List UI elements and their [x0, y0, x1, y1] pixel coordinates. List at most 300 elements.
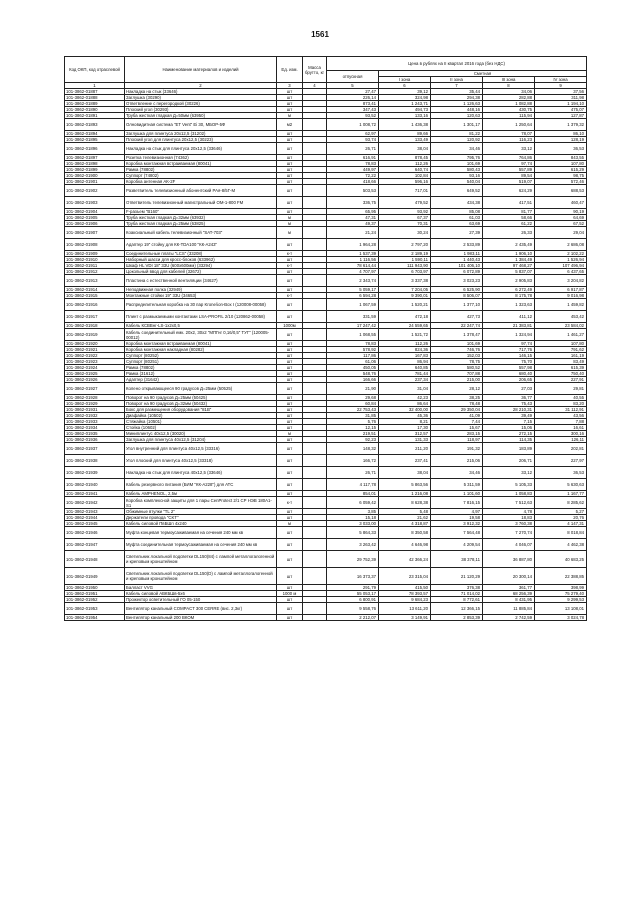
row-unit: шт	[277, 585, 303, 591]
row-price-zone-2: 34,46	[431, 143, 483, 155]
row-price-zone-1: 30,24	[379, 227, 431, 239]
row-name: Колено открывающееся 90 градусов Д=25мм (50525)	[125, 383, 277, 395]
row-price-zone-1: 717,01	[379, 185, 431, 197]
column-number: 5	[327, 83, 379, 89]
row-name: Накладка на стык (33646)	[125, 89, 277, 95]
row-unit: шт	[277, 257, 303, 263]
row-price-release: 78,83	[327, 341, 379, 347]
row-price-zone-2: 7 564,48	[431, 527, 483, 539]
row-price-zone-2: 1 983,11	[431, 251, 483, 257]
table-row	[65, 329, 587, 341]
row-price-zone-4: 36,53	[535, 467, 587, 479]
row-price-release: 21,90	[327, 383, 379, 395]
row-price-zone-2: 152,03	[431, 353, 483, 359]
row-mass	[303, 119, 327, 131]
row-price-zone-1: 112,26	[379, 161, 431, 167]
row-price-zone-2: 4,97	[431, 509, 483, 515]
row-price-release: 26,71	[327, 143, 379, 155]
header-zone-4: IV зона	[535, 77, 587, 83]
row-price-zone-2: 28,12	[431, 383, 483, 395]
column-number: 8	[483, 83, 535, 89]
row-unit: шт	[277, 173, 303, 179]
row-price-zone-1: 824,36	[379, 347, 431, 353]
row-code: 101-3862-01899	[65, 167, 125, 173]
row-code: 101-3862-01903	[65, 197, 125, 209]
row-price-zone-1: 9 684,23	[379, 597, 431, 603]
row-name: Кабель КСВВнг-LS-1х2х0,5	[125, 323, 277, 329]
row-price-zone-2: 3 912,32	[431, 521, 483, 527]
row-price-zone-4: 1 167,77	[535, 491, 587, 497]
row-code: 101-3862-01918	[65, 323, 125, 329]
row-unit: шт	[277, 107, 303, 113]
row-price-zone-3: 1 324,94	[483, 329, 535, 341]
row-code: 101-3862-01949	[65, 568, 125, 585]
row-unit: шт	[277, 401, 303, 407]
row-code: 101-3862-01952	[65, 597, 125, 603]
row-unit: шт	[277, 597, 303, 603]
row-price-release: 449,97	[327, 167, 379, 173]
row-code: 101-3862-01942	[65, 497, 125, 509]
row-price-release: 166,72	[327, 455, 379, 467]
row-price-zone-2: 118,97	[431, 437, 483, 443]
row-unit: к-т	[277, 251, 303, 257]
row-price-zone-4: 22 388,85	[535, 568, 587, 585]
row-price-zone-4: 127,87	[535, 113, 587, 119]
row-price-zone-2: 294,38	[431, 95, 483, 101]
row-price-release: 5,76	[327, 419, 379, 425]
row-price-release: 16 373,37	[327, 568, 379, 585]
row-unit: к-т	[277, 293, 303, 299]
row-price-zone-2: 2 533,89	[431, 239, 483, 251]
row-name: Коробка антенная АК-2F	[125, 179, 277, 185]
row-price-zone-3: 519,07	[483, 179, 535, 185]
row-price-zone-4: 9 299,53	[535, 597, 587, 603]
row-code: 101-3862-01913	[65, 275, 125, 287]
row-name: Пластина с естественной вентиляции (34627)	[125, 275, 277, 287]
row-price-zone-3: 272,15	[483, 431, 535, 437]
row-price-zone-3: 75,43	[483, 401, 535, 407]
row-price-zone-3: 1 384,49	[483, 257, 535, 263]
row-code: 101-3862-01939	[65, 467, 125, 479]
row-price-zone-3: 557,98	[483, 365, 535, 371]
page-number: 1561	[311, 30, 329, 39]
row-price-zone-4: 13 108,01	[535, 603, 587, 615]
row-unit: шт	[277, 275, 303, 287]
header-zone-3: III зона	[483, 77, 535, 83]
row-price-zone-3: 624,29	[483, 185, 535, 197]
row-unit: шт	[277, 299, 303, 311]
row-price-zone-3: 78,07	[483, 131, 535, 137]
row-code: 101-3862-01904	[65, 209, 125, 215]
row-name: Заглушка для плинтуса 40х12,5 (31204)	[125, 437, 277, 443]
row-price-zone-1: 133,49	[379, 137, 431, 143]
row-mass	[303, 227, 327, 239]
row-price-zone-1: 479,52	[379, 197, 431, 209]
row-name: Светильник локальной подсветки DL150(D) с лампой металлогалогенной и креповым кронштейном	[125, 568, 277, 585]
row-price-zone-4: 83,49	[535, 359, 587, 365]
row-price-zone-4: 23 584,02	[535, 323, 587, 329]
row-price-zone-3: 417,51	[483, 197, 535, 209]
row-price-zone-1: 38,04	[379, 467, 431, 479]
row-mass	[303, 527, 327, 539]
row-unit: 1000м	[277, 323, 303, 329]
row-price-zone-1: 86,94	[379, 359, 431, 365]
row-name: Адаптер 19" стойку для КК-ТDA100 "КК-А243"	[125, 239, 277, 251]
row-price-zone-2: 15,67	[431, 425, 483, 431]
row-code: 101-3862-01914	[65, 287, 125, 293]
row-price-zone-1: 7 204,05	[379, 287, 431, 293]
row-price-zone-1: 133,16	[379, 113, 431, 119]
row-name: Светильник локальной подсветки DL150(84) с лампой металлогалогенной и креповым кронштейном	[125, 551, 277, 568]
header-mass: Масса брутто, кг	[303, 57, 327, 83]
column-number: 7	[431, 83, 483, 89]
row-price-zone-3: 33,12	[483, 467, 535, 479]
row-price-release: 60,84	[327, 401, 379, 407]
row-price-zone-3: 36 887,80	[483, 551, 535, 568]
row-name: Муфта соединительная термоусаживаемая на сечения 240 мм кв	[125, 539, 277, 551]
table-row	[65, 383, 587, 395]
row-price-zone-4: 398,99	[535, 585, 587, 591]
row-price-zone-3: 7 270,74	[483, 527, 535, 539]
row-price-zone-1: 32 400,00	[379, 407, 431, 413]
row-unit: шт	[277, 197, 303, 209]
row-name: Цокольный ввод для кабелей (32672)	[125, 269, 277, 275]
row-price-zone-1: 415,50	[379, 585, 431, 591]
row-price-zone-4: 4 462,38	[535, 539, 587, 551]
row-price-zone-1: 640,85	[379, 365, 431, 371]
row-price-zone-3: 58,66	[483, 215, 535, 221]
row-price-zone-4: 6 917,87	[535, 287, 587, 293]
row-name: Угол плоский для плинтуса 40х12,5 (33318)	[125, 455, 277, 467]
header-release: отпускная	[327, 71, 379, 83]
row-price-release: 3,85	[327, 509, 379, 515]
row-price-zone-3: 3 760,38	[483, 521, 535, 527]
row-name: Бокс для размещения оборудования "81В"	[125, 407, 277, 413]
row-unit: шт	[277, 239, 303, 251]
row-price-zone-3: 6 272,49	[483, 287, 535, 293]
row-code: 101-3862-01917	[65, 311, 125, 323]
row-unit: шт	[277, 143, 303, 155]
row-price-zone-4: 64,69	[535, 215, 587, 221]
row-mass	[303, 299, 327, 311]
row-unit: шт	[277, 491, 303, 497]
row-unit: шт	[277, 161, 303, 167]
row-unit: шт	[277, 269, 303, 275]
row-price-zone-4: 40,55	[535, 395, 587, 401]
row-name: Адаптер (31642)	[125, 377, 277, 383]
row-name: Рамка (78802)	[125, 167, 277, 173]
table-row	[65, 603, 587, 615]
row-unit: шт	[277, 365, 303, 371]
row-name: Коробка монтажная встраиваемая (80041)	[125, 341, 277, 347]
row-unit: шт	[277, 311, 303, 323]
row-price-zone-4: 2 102,22	[535, 251, 587, 257]
row-price-zone-1: 596,16	[379, 179, 431, 185]
row-unit: шт	[277, 347, 303, 353]
table-row	[65, 527, 587, 539]
row-price-zone-1: 21,62	[379, 515, 431, 521]
row-code: 101-3862-01898	[65, 161, 125, 167]
row-price-release: 503,53	[327, 185, 379, 197]
row-unit: 1000 м	[277, 591, 303, 597]
row-price-zone-4: 29,04	[535, 227, 587, 239]
row-price-zone-2: 93,16	[431, 173, 483, 179]
row-price-zone-4: 83,20	[535, 401, 587, 407]
row-name: Ответвитель телевизионный магистральный ОМ-1-800 FM	[125, 197, 277, 209]
row-price-zone-3: 1 058,83	[483, 491, 535, 497]
row-code: 101-3862-01945	[65, 521, 125, 527]
row-price-zone-3: 680,40	[483, 371, 535, 377]
row-price-release: 78 614,44	[327, 263, 379, 269]
row-price-zone-4: 3 204,82	[535, 275, 587, 287]
row-name: Накладка на стык для плинтуса 40х12,5 (33646)	[125, 467, 277, 479]
row-price-zone-1: 31,04	[379, 383, 431, 395]
row-price-zone-3: 8 175,78	[483, 293, 535, 299]
row-price-zone-2: 61,03	[431, 215, 483, 221]
row-name: Накладка на стык для плинтуса 20х12,5 (33646)	[125, 143, 277, 155]
row-unit: м	[277, 431, 303, 437]
row-price-zone-3: 36,77	[483, 395, 535, 401]
row-price-zone-2: 707,88	[431, 371, 483, 377]
row-price-release: 4 707,97	[327, 269, 379, 275]
row-unit: шт	[277, 377, 303, 383]
row-price-release: 3 263,42	[327, 539, 379, 551]
table-row	[65, 311, 587, 323]
table-row	[65, 239, 587, 251]
row-name: Миниплинтус 40х12,5 (30020)	[125, 431, 277, 437]
row-unit: шт	[277, 95, 303, 101]
column-number: 1	[65, 83, 125, 89]
row-price-zone-2: 3 023,23	[431, 275, 483, 287]
row-price-zone-3: 27,03	[483, 383, 535, 395]
row-price-zone-1: 111 943,90	[379, 263, 431, 269]
row-price-zone-2: 5 311,59	[431, 479, 483, 491]
row-unit: шт	[277, 287, 303, 293]
row-price-release: 92,23	[327, 437, 379, 443]
row-mass	[303, 539, 327, 551]
row-price-zone-3: 8 431,95	[483, 597, 535, 603]
row-price-zone-2: 746,76	[431, 347, 483, 353]
row-unit: шт	[277, 455, 303, 467]
row-name: Плоский угол для плинтуса 20х12,5 (30223)	[125, 137, 277, 143]
row-code: 101-3862-01922	[65, 353, 125, 359]
row-unit: к-т	[277, 497, 303, 509]
header-zone-2: II зона	[431, 77, 483, 83]
row-price-zone-2: 649,52	[431, 185, 483, 197]
row-code: 101-3862-01929	[65, 401, 125, 407]
row-price-zone-4: 453,42	[535, 311, 587, 323]
row-price-zone-2: 376,38	[431, 585, 483, 591]
row-name: Диафайка (10502)	[125, 413, 277, 419]
row-price-zone-2: 1 126,63	[431, 101, 483, 107]
row-price-zone-2: 4 209,54	[431, 539, 483, 551]
row-unit: шт	[277, 419, 303, 425]
row-price-zone-3: 557,89	[483, 167, 535, 173]
row-price-zone-3: 116,23	[483, 137, 535, 143]
row-code: 101-3862-01953	[65, 603, 125, 615]
row-price-zone-3: 206,65	[483, 377, 535, 383]
row-price-release: 1 067,59	[327, 299, 379, 311]
row-price-zone-1: 494,73	[379, 107, 431, 113]
row-code: 101-3862-01897	[65, 155, 125, 161]
row-name: Прожектор осветительный ГО 05-150	[125, 597, 277, 603]
row-price-zone-1: 112,26	[379, 341, 431, 347]
row-price-zone-1: 5,48	[379, 509, 431, 515]
row-unit: к-т	[277, 263, 303, 269]
row-unit: шт	[277, 479, 303, 491]
row-name: Распределительная коробка на 30 пар Krone\ion-Box I (120008-00058)	[125, 299, 277, 311]
table-row	[65, 185, 587, 197]
row-price-zone-3: 33,12	[483, 143, 535, 155]
row-unit: шт	[277, 101, 303, 107]
row-price-zone-3: 1 250,64	[483, 119, 535, 131]
row-price-release: 29 752,39	[327, 551, 379, 568]
header-code: Код ОКП, код отраслевой	[65, 57, 125, 83]
row-unit: м	[277, 227, 303, 239]
row-price-zone-2: 1 101,60	[431, 491, 483, 497]
row-price-zone-1: 211,20	[379, 443, 431, 455]
row-price-release: 6 059,42	[327, 497, 379, 509]
row-mass	[303, 185, 327, 197]
row-price-zone-4: 615,39	[535, 365, 587, 371]
row-mass	[303, 615, 327, 621]
row-name: Заглушка для плинтуса 20х12,5 (31202)	[125, 131, 277, 137]
row-price-zone-1: 167,83	[379, 353, 431, 359]
row-price-zone-2: 22 247,74	[431, 323, 483, 329]
row-price-release: 47,31	[327, 215, 379, 221]
row-price-zone-2: 283,15	[431, 431, 483, 437]
row-price-zone-4: 20,76	[535, 515, 587, 521]
row-name: Неподвижная полка (32949)	[125, 287, 277, 293]
row-price-zone-4: 843,55	[535, 155, 587, 161]
row-name: Вентилятор канальный 200 ВКОМ	[125, 615, 277, 621]
row-price-zone-2: 434,38	[431, 197, 483, 209]
row-price-zone-4: 227,91	[535, 377, 587, 383]
row-price-zone-4: 1 194,10	[535, 101, 587, 107]
row-price-release: 1 068,55	[327, 329, 379, 341]
row-price-zone-4: 5,27	[535, 509, 587, 515]
row-unit: шт	[277, 615, 303, 621]
row-price-zone-2: 540,04	[431, 179, 483, 185]
row-code: 101-3862-01926	[65, 377, 125, 383]
row-price-zone-1: 102,84	[379, 173, 431, 179]
header-estimate: Сметная	[379, 71, 587, 77]
row-price-zone-1: 472,18	[379, 311, 431, 323]
row-price-zone-2: 1 378,47	[431, 329, 483, 341]
table-row	[65, 455, 587, 467]
row-price-zone-4: 31 112,91	[535, 407, 587, 413]
row-price-zone-3: 68 256,39	[483, 591, 535, 597]
row-price-zone-4: 311,98	[535, 95, 587, 101]
row-price-zone-4: 8 285,62	[535, 497, 587, 509]
row-mass	[303, 383, 327, 395]
row-price-zone-1: 640,74	[379, 167, 431, 173]
row-price-zone-1: 1 243,71	[379, 101, 431, 107]
row-unit: шт	[277, 329, 303, 341]
row-price-zone-2: 1 440,43	[431, 257, 483, 263]
row-price-zone-1: 312,57	[379, 431, 431, 437]
row-code: 101-3862-01900	[65, 173, 125, 179]
row-mass	[303, 467, 327, 479]
header-zone-1: I зона	[379, 77, 431, 83]
row-mass	[303, 143, 327, 155]
row-price-zone-3: 1 323,63	[483, 299, 535, 311]
row-price-zone-4: 90,19	[535, 209, 587, 215]
row-price-zone-1: 70,31	[379, 221, 431, 227]
row-price-zone-3: 7 512,63	[483, 497, 535, 509]
row-unit: шт	[277, 443, 303, 455]
row-price-zone-3: 11 885,84	[483, 603, 535, 615]
row-name: Кабель AMPHENOL, 2,5м	[125, 491, 277, 497]
row-code: 101-3862-01924	[65, 365, 125, 371]
row-price-zone-3: 81,77	[483, 209, 535, 215]
row-name: Соединительные платы "LCS" (33208)	[125, 251, 277, 257]
row-price-release: 873,41	[327, 101, 379, 107]
row-price-release: 117,86	[327, 353, 379, 359]
row-price-release: 65,95	[327, 209, 379, 215]
row-mass	[303, 479, 327, 491]
row-price-zone-1: 4 646,98	[379, 539, 431, 551]
row-name: Кабель резервного питания (БИМ "КК-А228") для АТС	[125, 479, 277, 491]
row-price-zone-4: 1 526,94	[535, 257, 587, 263]
row-price-zone-1: 17,30	[379, 425, 431, 431]
row-price-zone-4: 128,19	[535, 137, 587, 143]
row-price-zone-1: 89,66	[379, 131, 431, 137]
row-price-zone-1: 8 628,38	[379, 497, 431, 509]
row-price-zone-3: 717,76	[483, 347, 535, 353]
row-unit: м2	[277, 119, 303, 131]
row-price-zone-3: 97,74	[483, 161, 535, 167]
row-price-zone-4: 1 379,32	[535, 119, 587, 131]
row-code: 101-3862-01906	[65, 221, 125, 227]
row-name: Суппорт (80251)	[125, 359, 277, 365]
row-unit: м	[277, 113, 303, 119]
row-price-zone-3: 97,74	[483, 341, 535, 347]
column-number: 9	[535, 83, 587, 89]
row-price-release: 1 537,39	[327, 251, 379, 257]
row-unit: шт	[277, 359, 303, 365]
column-number: 2	[125, 83, 277, 89]
row-price-zone-1: 1 520,21	[379, 299, 431, 311]
row-price-zone-3: 411,12	[483, 311, 535, 323]
row-unit: шт	[277, 515, 303, 521]
row-code: 101-3862-01948	[65, 551, 125, 568]
row-price-zone-3: 61,22	[483, 221, 535, 227]
row-price-zone-3: 39,49	[483, 413, 535, 419]
row-unit: шт	[277, 395, 303, 401]
row-price-zone-4: 3 024,78	[535, 615, 587, 621]
row-price-zone-2: 38,25	[431, 395, 483, 401]
row-price-release: 31,85	[327, 413, 379, 419]
row-price-zone-2: 71 014,02	[431, 591, 483, 597]
row-price-zone-1: 23 315,04	[379, 568, 431, 585]
row-price-release: 61,06	[327, 359, 379, 365]
table-body	[65, 89, 587, 621]
table-row	[65, 197, 587, 209]
row-price-release: 62,97	[327, 131, 379, 137]
row-name: Вентилятор канальный COMPACT 300 CERRE (вис. 2,3кг)	[125, 603, 277, 615]
row-code: 101-3862-01896	[65, 143, 125, 155]
row-name: Коаксиальный кабель телевизионный "SAT-703"	[125, 227, 277, 239]
row-code: 101-3862-01919	[65, 329, 125, 341]
row-price-zone-4: 126,11	[535, 437, 587, 443]
row-code: 101-3862-01888	[65, 95, 125, 101]
row-price-release: 226,14	[327, 95, 379, 101]
row-unit: шт	[277, 89, 303, 95]
row-price-zone-1: 1 216,08	[379, 491, 431, 497]
row-price-release: 49,37	[327, 221, 379, 227]
row-price-zone-2: 101,69	[431, 341, 483, 347]
